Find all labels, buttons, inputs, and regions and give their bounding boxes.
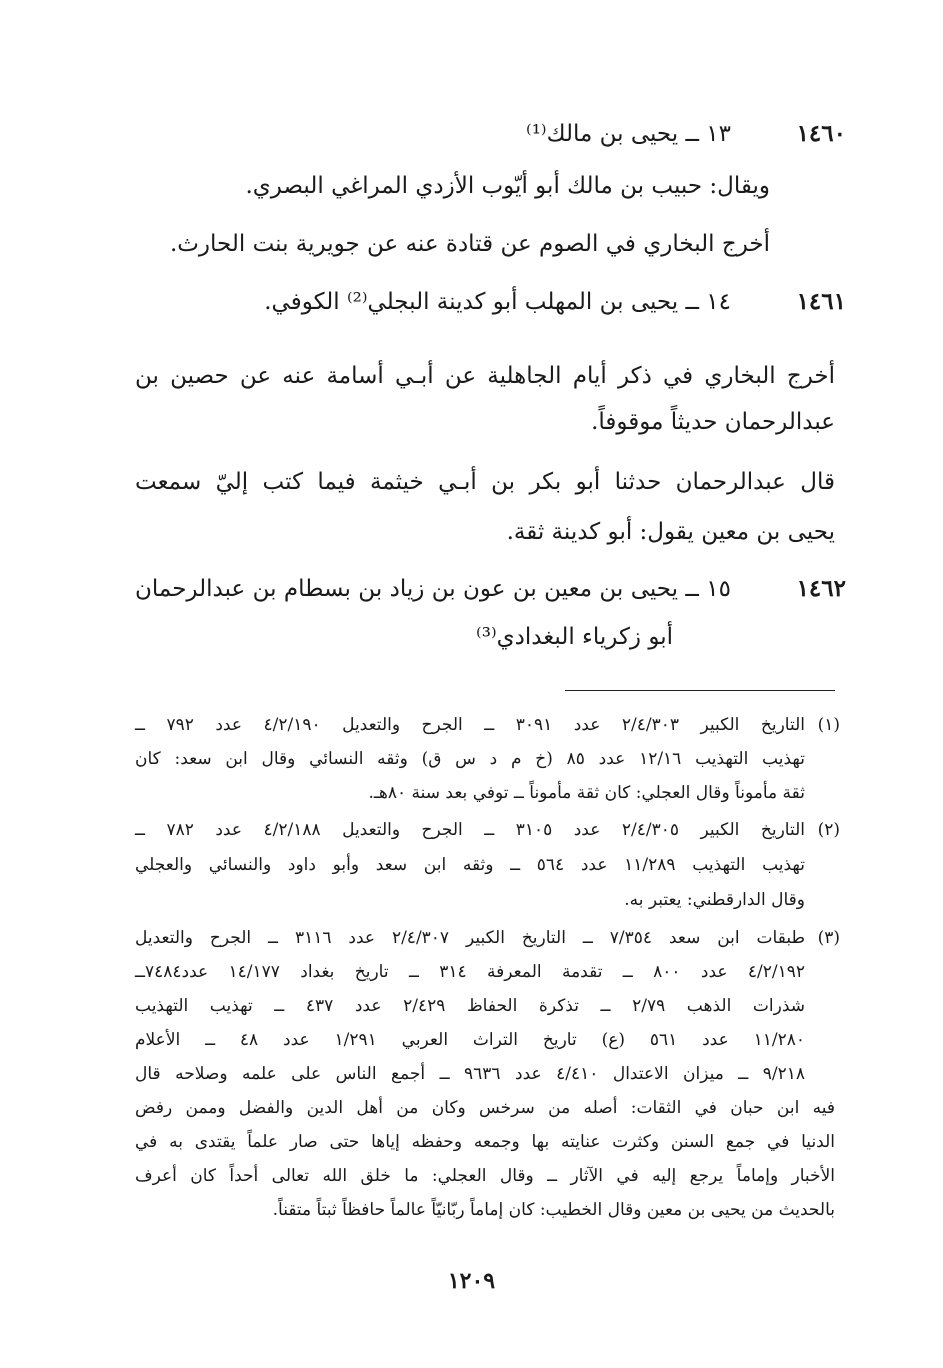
entry-text-line: أخرج البخاري في الصوم عن قتادة عنه عن جويرية بنت الحارث. bbox=[169, 231, 770, 257]
entry-text-line: قال عبدالرحمان حدثنا أبو بكر بن أبـي خيثمة فيما كتب إليّ سمعت bbox=[135, 469, 835, 495]
footnote-line: تهذيب التهذيب ١١/٢٨٩ عدد ٥٦٤ ــ وثقه ابن سعد وأبو داود والنسائي والعجلي bbox=[135, 855, 805, 875]
footnote-line: فيه ابن حبان في الثقات: أصله من سرخس وكان من أهل الدين والفضل وممن رفض bbox=[135, 1098, 835, 1118]
entry-title: ١٤ ــ يحيى بن المهلب أبو كدينة البجلي⁽²⁾ الكوفي. bbox=[264, 289, 731, 315]
footnote-marker: (١) bbox=[817, 715, 840, 735]
entry-text-line: أخرج البخاري في ذكر أيام الجاهلية عن أبـي أسامة عنه عن حصين بن bbox=[135, 363, 835, 389]
footnote-line: التاريخ الكبير ٢/٤/٣٠٥ عدد ٣١٠٥ ــ الجرح والتعديل ٤/٢/١٨٨ عدد ٧٨٢ ــ bbox=[135, 820, 805, 840]
footnote-line: ٤/٢/١٩٢ عدد ٨٠٠ ــ تقدمة المعرفة ٣١٤ ــ تاريخ بغداد ١٤/١٧٧ عدد٧٤٨٤ــ bbox=[135, 962, 805, 982]
footnote-line: بالحديث من يحيى بن معين وقال الخطيب: كان إماماً ربّانيّاً عالماً حافظاً ثبتاً متقناً. bbox=[272, 1200, 835, 1220]
footnote-separator bbox=[565, 690, 835, 691]
footnote-line: التاريخ الكبير ٢/٤/٣٠٣ عدد ٣٠٩١ ــ الجرح والتعديل ٤/٢/١٩٠ عدد ٧٩٢ ــ bbox=[135, 715, 805, 735]
footnote-line: ٩/٢١٨ ــ ميزان الاعتدال ٤/٤١٠ عدد ٩٦٣٦ ــ أجمع الناس على علمه وصلاحه قال bbox=[135, 1064, 805, 1084]
entry-title: ١٣ ــ يحيى بن مالك⁽¹⁾ bbox=[526, 121, 731, 147]
footnote-marker: (٢) bbox=[817, 820, 840, 840]
entry-text-line: أبو زكرياء البغدادي⁽³⁾ bbox=[476, 624, 673, 650]
entry-text-line: عبدالرحمان حديثاً موقوفاً. bbox=[591, 409, 835, 435]
entry-number: ١٤٦٠ bbox=[796, 120, 846, 147]
footnote-line: الدنيا في جمع السنن وكثرت عنايته بها وجمعه وحفظه إياها حتى صار علماً يقتدى به في bbox=[135, 1132, 835, 1152]
entry-number: ١٤٦١ bbox=[796, 288, 846, 315]
entry-number: ١٤٦٢ bbox=[796, 575, 846, 602]
page-number: ١٢٠٩ bbox=[447, 1268, 496, 1294]
footnote-marker: (٣) bbox=[817, 928, 840, 948]
footnote-line: ١١/٢٨٠ عدد ٥٦١ (ع) تاريخ التراث العربي ١/٢٩١ عدد ٤٨ ــ الأعلام bbox=[135, 1030, 805, 1050]
entry-title: ١٥ ــ يحيى بن معين بن عون بن زياد بن بسطام بن عبدالرحمان bbox=[135, 576, 731, 602]
footnote-line: وقال الدارقطني: يعتبر به. bbox=[624, 890, 805, 910]
footnote-line: ثقة مأموناً وقال العجلي: كان ثقة مأموناً ــ توفي بعد سنة ٨٠هـ. bbox=[368, 783, 805, 803]
entry-text-line: يحيى بن معين يقول: أبو كدينة ثقة. bbox=[506, 519, 835, 545]
footnote-line: شذرات الذهب ٢/٧٩ ــ تذكرة الحفاظ ٢/٤٢٩ عدد ٤٣٧ ــ تهذيب التهذيب bbox=[135, 996, 805, 1016]
footnote-line: الأخبار وإماماً يرجع إليه في الآثار ــ وقال العجلي: ما خلق الله تعالى أحداً كان أعرف bbox=[135, 1166, 835, 1186]
footnote-line: تهذيب التهذيب ١٢/١٦ عدد ٨٥ (خ م د س ق) وثقه النسائي وقال ابن سعد: كان bbox=[135, 749, 805, 769]
footnote-line: طبقات ابن سعد ٧/٣٥٤ ــ التاريخ الكبير ٢/٤/٣٠٧ عدد ٣١١٦ ــ الجرح والتعديل bbox=[135, 928, 806, 948]
entry-text-line: ويقال: حبيب بن مالك أبو أيّوب الأزدي المراغي البصري. bbox=[245, 173, 770, 199]
